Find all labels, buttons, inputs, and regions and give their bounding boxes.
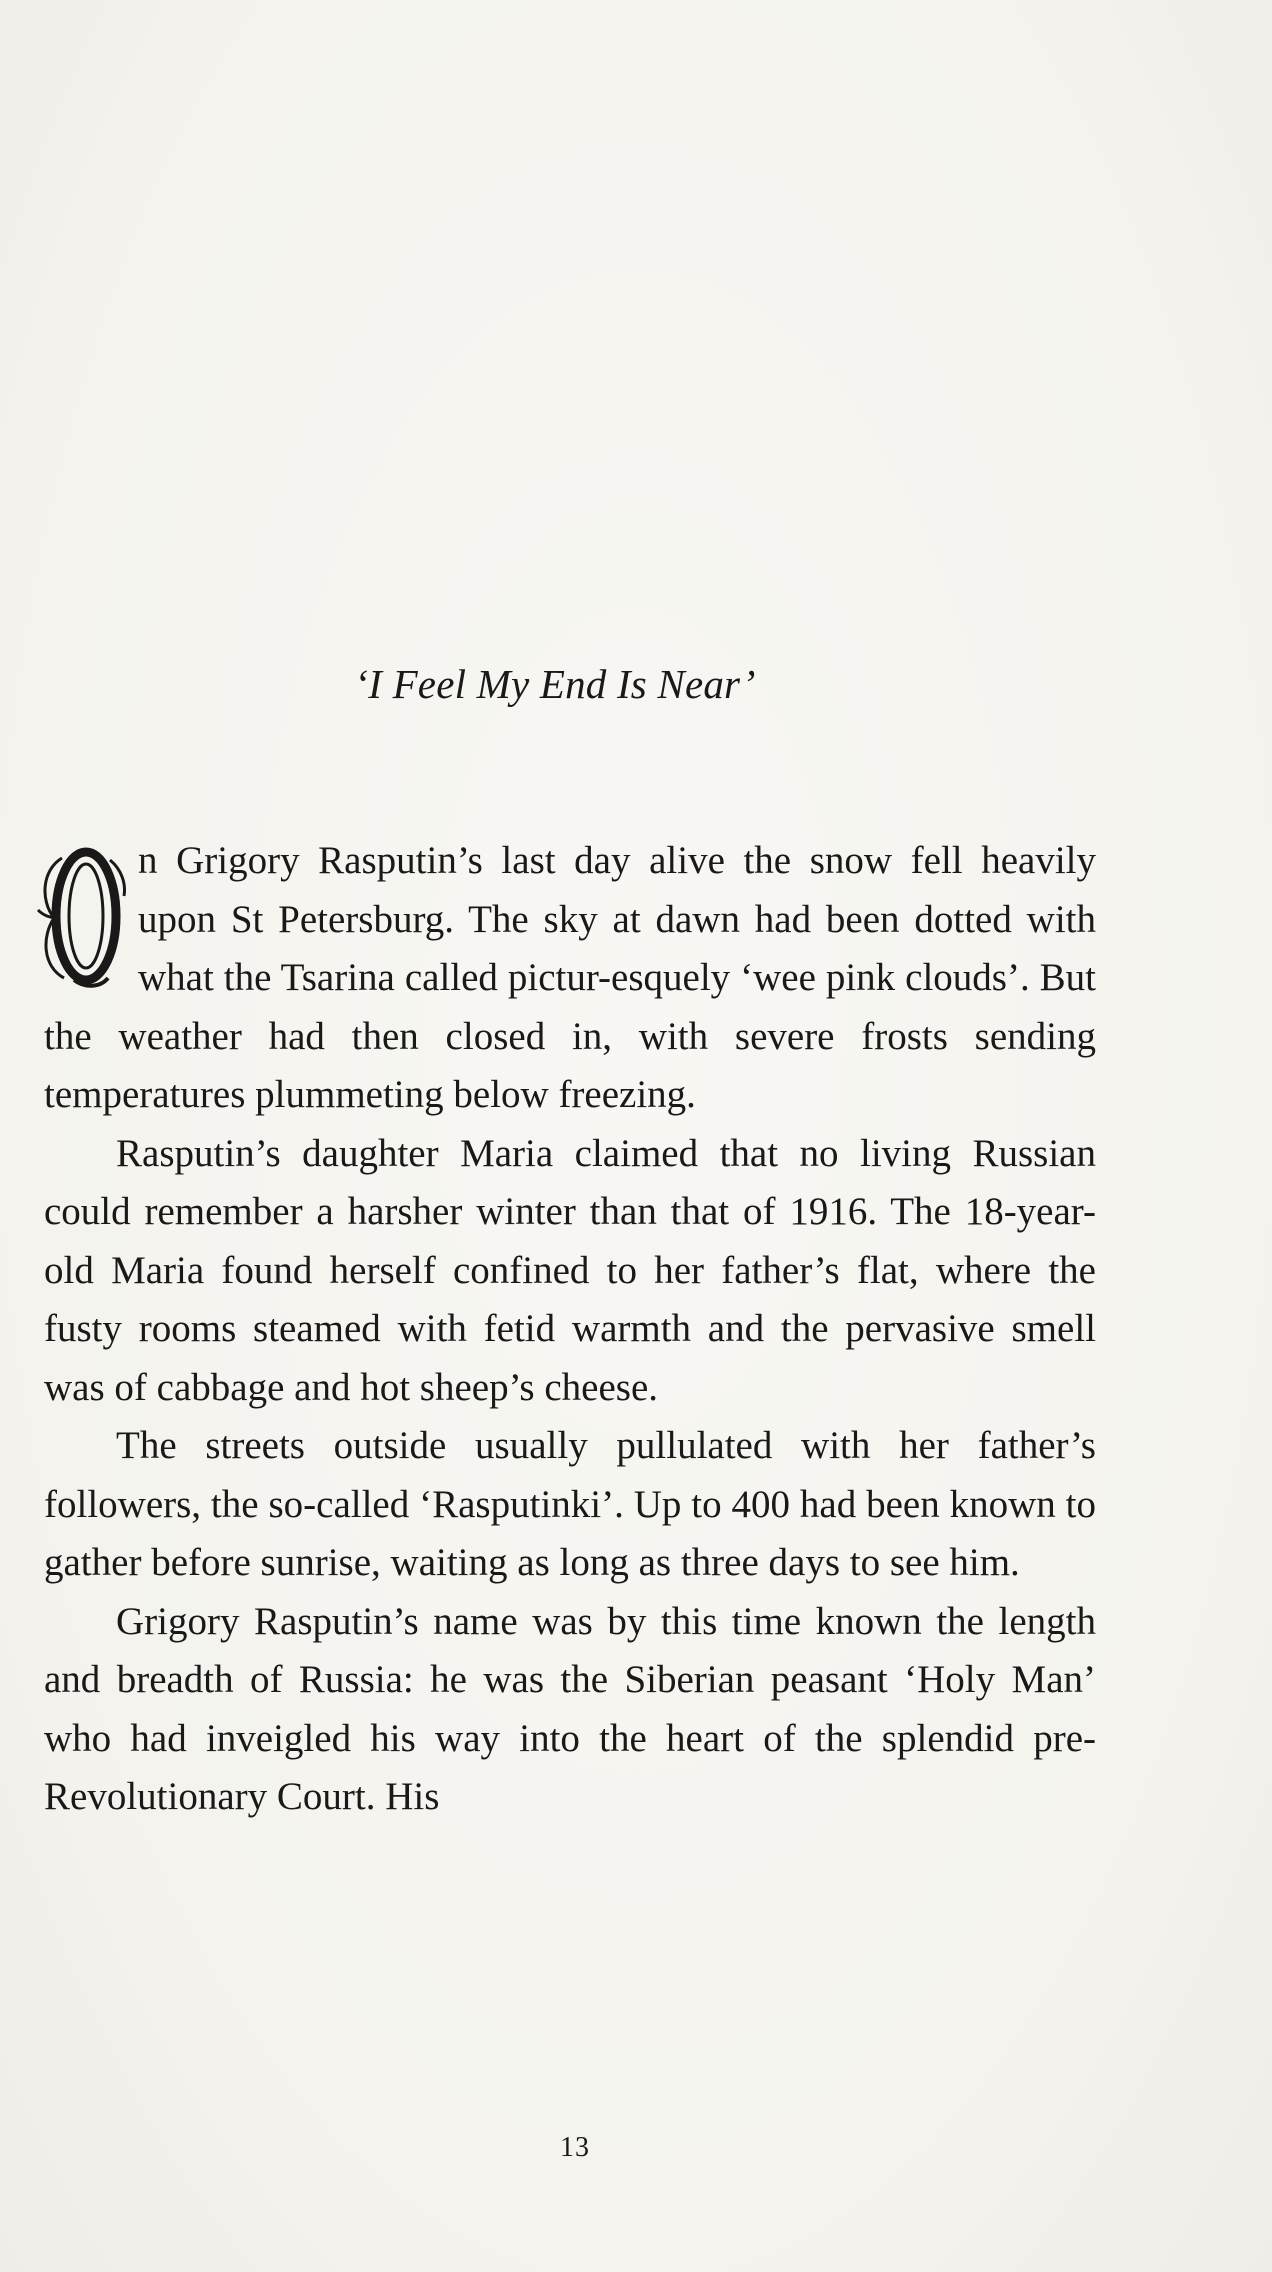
drop-cap-text (34, 992, 35, 993)
body-text (44, 832, 1096, 1827)
page-number: 13 (560, 2132, 590, 2163)
paragraph-4: Grigory Rasputin’s name was by this time known the length and breadth of Russia: he was the Siberian peasant ‘Holy Man’ who had inveigled his way into the heart of the splendid pre-Revolutionary Court. His (44, 1599, 1096, 1818)
drop-cap-o-icon (34, 840, 130, 992)
paragraph-1 (44, 832, 1096, 1125)
chapter-title: ‘I Feel My End Is Near’ (354, 661, 756, 707)
paragraph-1-text: n Grigory Rasputin’s last day alive the snow fell heavily upon St Petersburg. The sky at dawn had been dotted with what the Tsarina called pictur-esquely ‘wee pink clouds’. But the weather had then closed in, with severe frosts sending temperatures plummeting below freezing. (44, 839, 1096, 1116)
paragraph-3: The streets outside usually pullulated with her father’s followers, the so-called ‘Rasputinki’. Up to 400 had been known to gather before sunrise, waiting as long as three days to see him. (44, 1424, 1096, 1584)
drop-cap-letter (34, 840, 130, 992)
paragraph-2: Rasputin’s daughter Maria claimed that no living Russian could remember a harsher winter than that of 1916. The 18-year-old Maria found herself confined to her father’s flat, where the fusty rooms steamed with fetid warmth and the pervasive smell was of cabbage and hot sheep’s cheese. (44, 1131, 1096, 1409)
